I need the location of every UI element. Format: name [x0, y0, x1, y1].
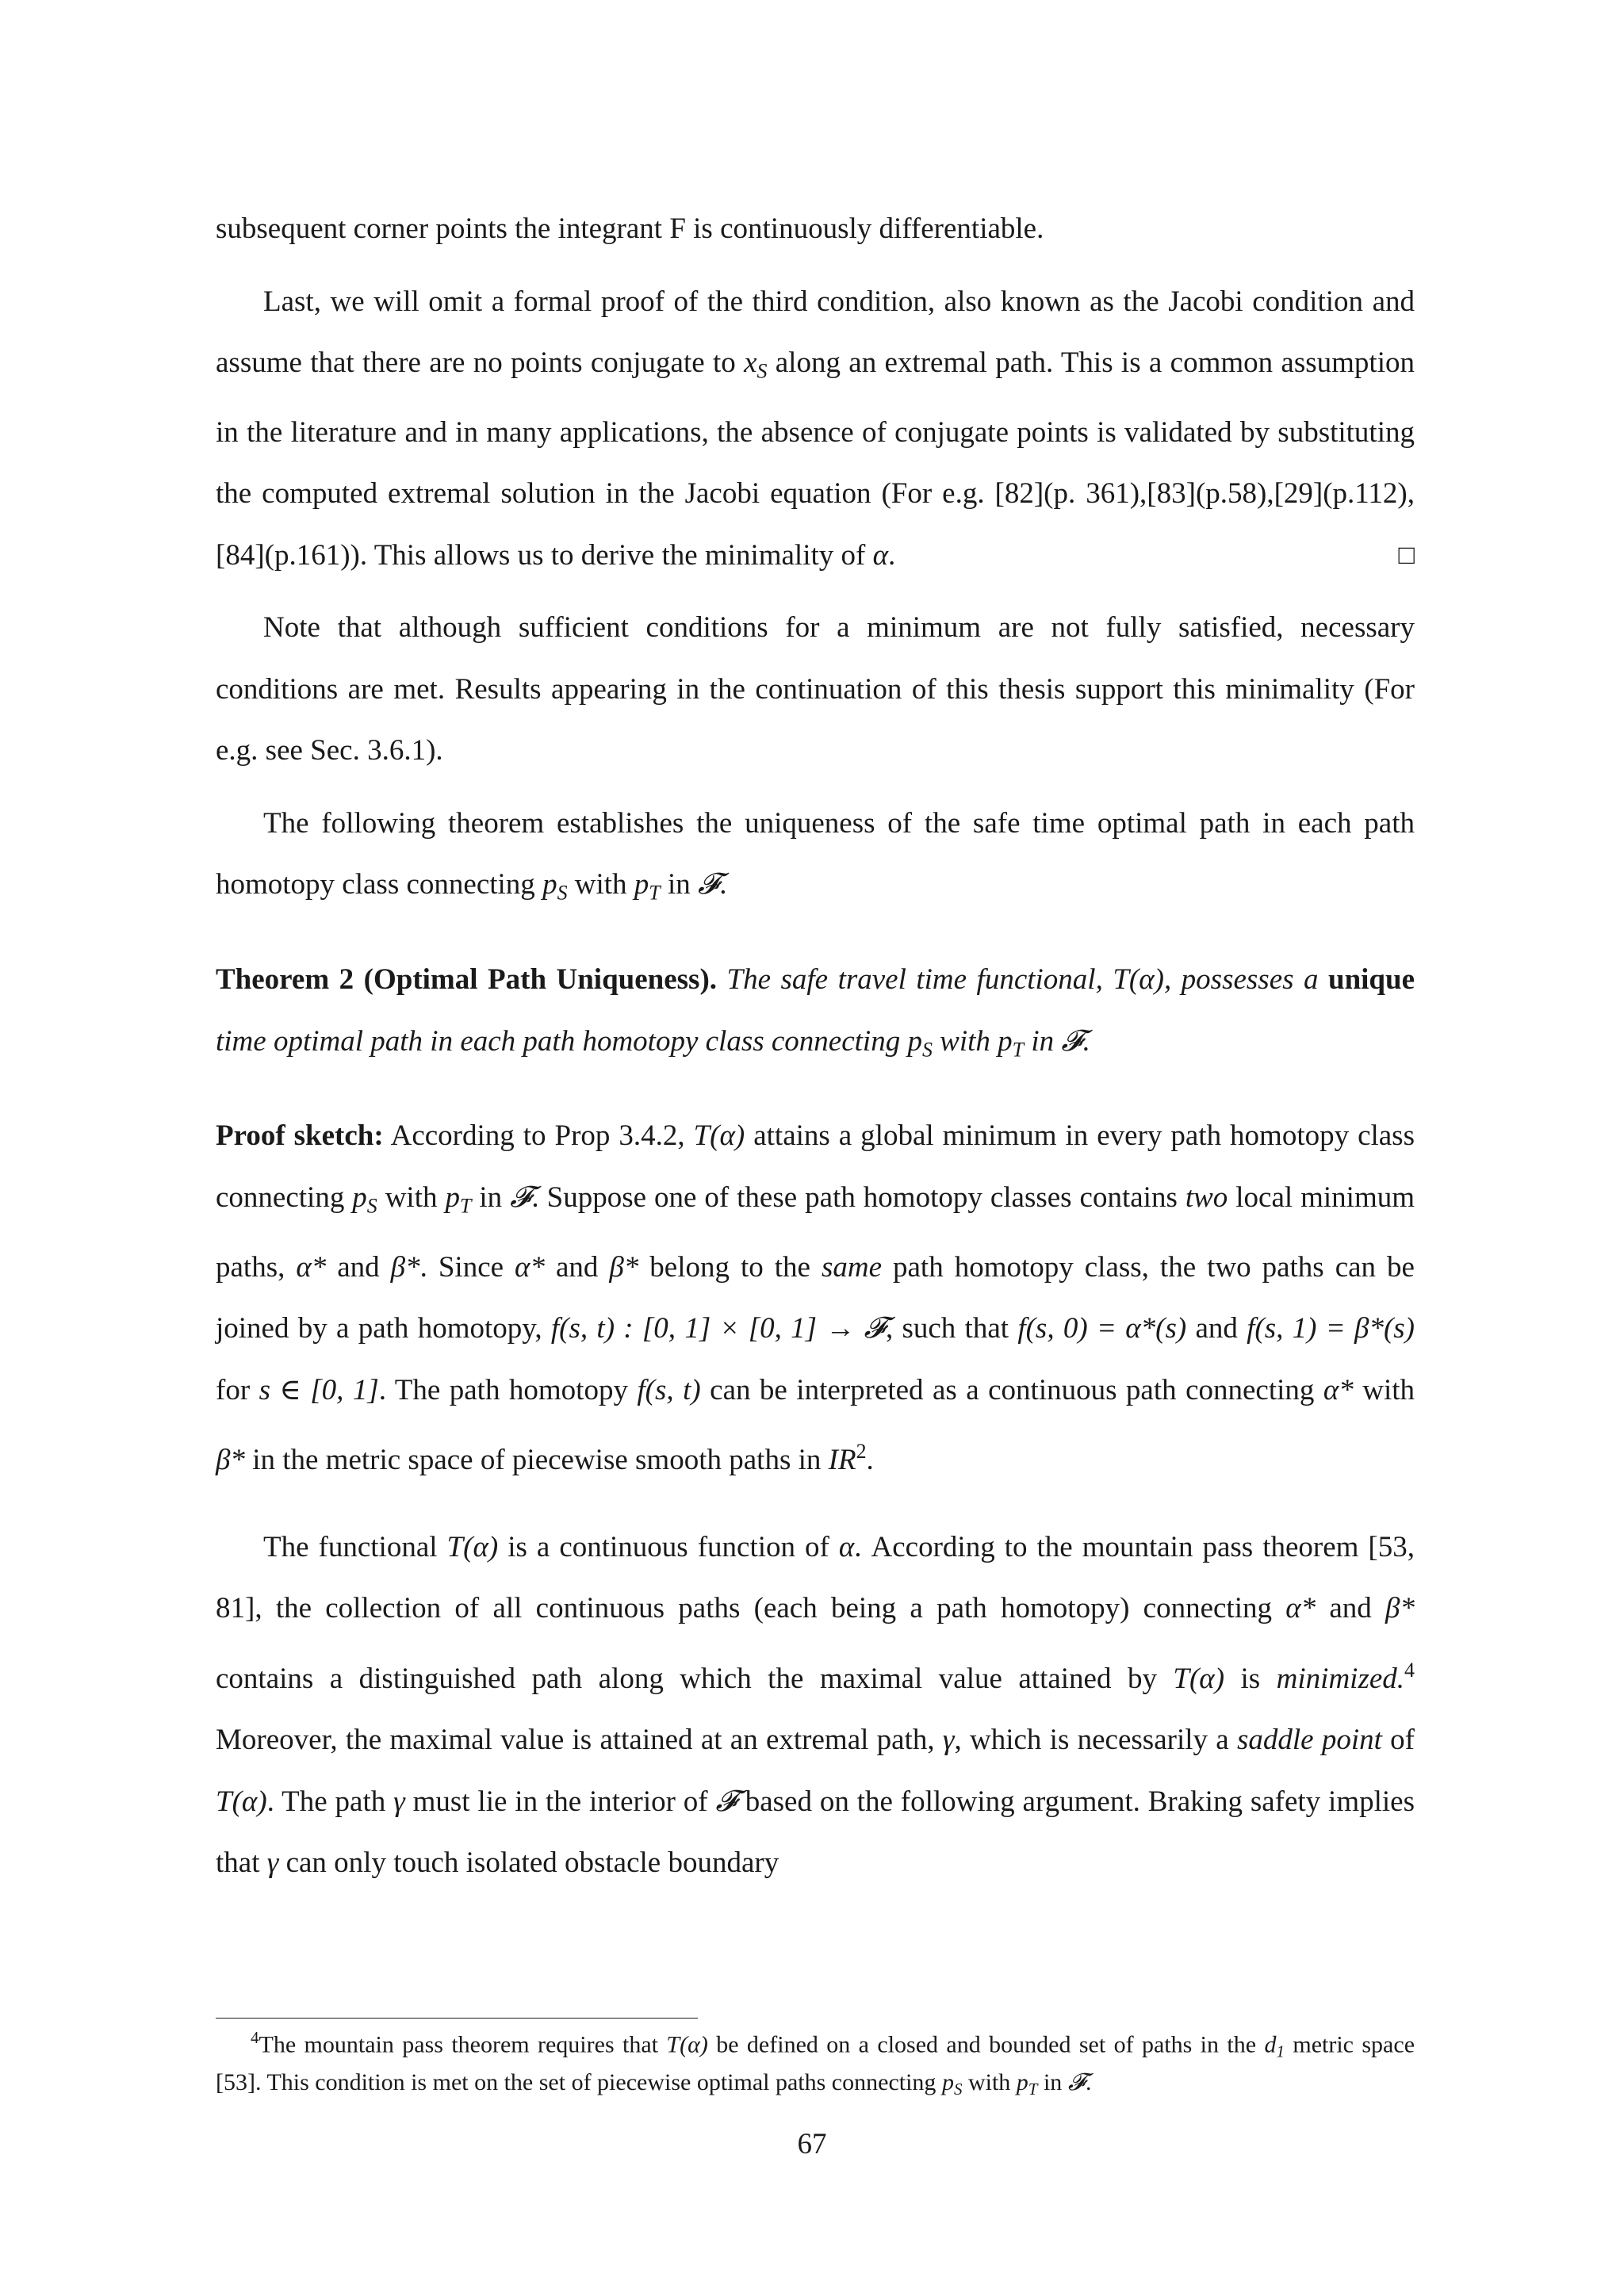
- paragraph-mountain-pass: The functional T(α) is a continuous function of α. According to the mountain pass theorem [53, 81], the collection of all continuous paths (each being a path homotopy) connecting α* and β* contains a distinguished path along which the maximal value attained by T(α) is minimized.$^4$ Moreover, the maximal value is attained at an extremal path, γ, which is necessarily a saddle point of T(α). The path γ must lie in the interior of 𝓕 based on the following argument. Braking safety implies that γ can only touch isolated obstacle boundary: [216, 1530, 1415, 1880]
- theorem-name: (Optimal Path Uniqueness).: [363, 963, 718, 996]
- proof-label: Proof sketch:: [216, 1119, 384, 1153]
- body-text: [216, 198, 1415, 1894]
- paragraph-note: Note that although sufficient conditions for a minimum are not fully satisfied, necessary conditions are met. Results appearing in the continuation of this thesis support this minimality (For e.g. see Sec. 3.6.1).: [216, 611, 1415, 767]
- paragraph-following: The following theorem establishes the uniqueness of the safe time optimal path in each path homotopy class connecting $p_S$ with $p_T$ in 𝓕.: [216, 806, 1415, 905]
- theorem-block: Theorem 2 (Optimal Path Uniqueness). The safe travel time functional, T(α), possesses a unique time optimal path in each path homotopy class connecting $p_S$ with $p_T$ in 𝓕.: [216, 963, 1415, 1061]
- qed-symbol: □: [1398, 540, 1415, 570]
- page-number: 67: [797, 2128, 827, 2160]
- proof-sketch: Proof sketch: According to Prop 3.4.2, T(α) attains a global minimum in every path homotopy class connecting $p_S$ with $p_T$ in 𝓕. Suppose one of these path homotopy classes contains two local minimum paths, α* and β*. Since α* and β* belong to the same path homotopy class, the two paths can be joined by a path homotopy, f(s, t) : [0, 1] × [0, 1] → 𝓕, such that f(s, 0) = α*(s) and f(s, 1) = β*(s) for s ∈ [0, 1]. The path homotopy f(s, t) can be interpreted as a continuous path connecting α* with β* in the metric space of piecewise smooth paths in $IR^2$.: [216, 1119, 1415, 1477]
- paragraph-continuation: subsequent corner points the integrant F is continuously differentiable.: [216, 212, 1044, 245]
- paragraph-jacobi: Last, we will omit a formal proof of the third condition, also known as the Jacobi condition and assume that there are no points conjugate to $x_S$ along an extremal path. This is a common assumption in the literature and in many applications, the absence of conjugate points is validated by substituting the computed extremal solution in the Jacobi equation (For e.g. [82](p. 361),[83](p.58),[29](p.112),[84](p.161)). This allows us to derive the minimality of α. □: [216, 271, 1415, 587]
- footnote: $^4$The mountain pass theorem requires that T(α) be defined on a closed and bounded set of paths in the $d_1$ metric space [53]. This condition is met on the set of piecewise optimal paths connecting $p_S$ with $p_T$ in 𝓕.: [216, 2028, 1415, 2099]
- footnote-mark: 4: [251, 2028, 259, 2047]
- footnote-rule: [216, 2018, 698, 2019]
- footnote-ref: 4: [1404, 1658, 1415, 1682]
- theorem-label: Theorem 2: [216, 963, 354, 996]
